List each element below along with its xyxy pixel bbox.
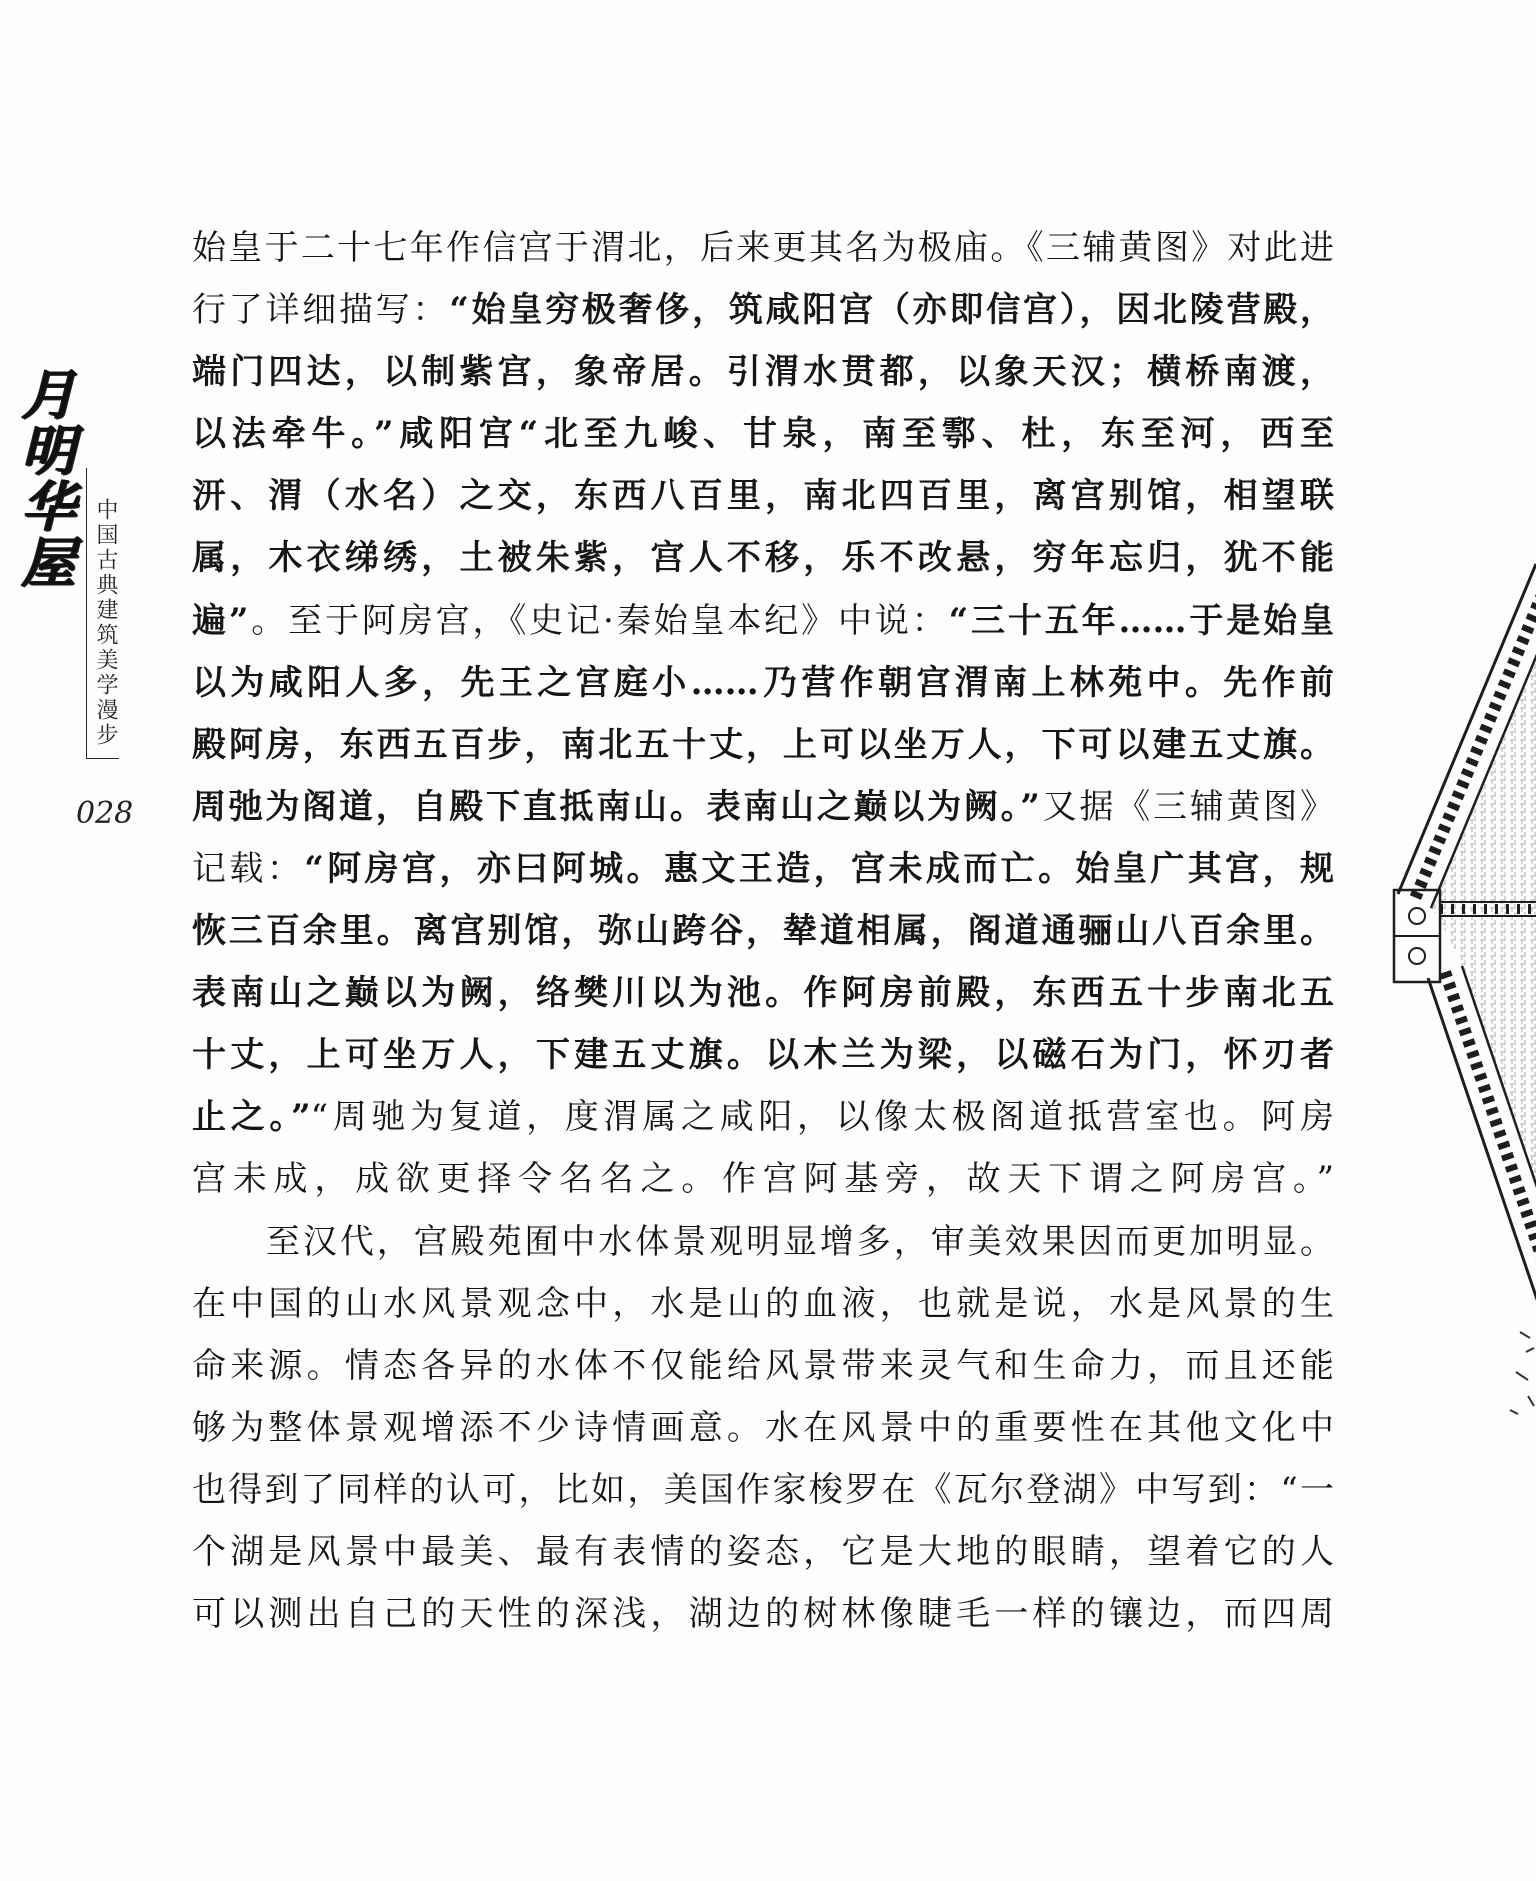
text-line: [192, 1521, 1334, 1583]
series-calligraphy-title: 月明华屋: [13, 366, 77, 590]
quoted-segment: 周弛为阁道，自殿下直抵南山。表南山之巅以为阙。”: [192, 786, 1040, 827]
text-line: [192, 900, 1334, 962]
quoted-segment: 十丈，上可坐万人，下建五丈旗。以木兰为梁，以磁石为门，怀刃者: [192, 1035, 1334, 1076]
text-segment: 始皇于二十七年作信宫于渭北，后来更其名为极庙。《三辅黄图》对此进: [192, 228, 1334, 268]
series-title: 中国古典建筑美学漫步: [93, 498, 118, 748]
paragraph: [192, 1211, 1334, 1646]
text-line: [192, 962, 1334, 1024]
text-line: [192, 1148, 1334, 1210]
text-segment: 宫未成，成欲更择令名名之。作宫阿基旁，故天下谓之阿房宫。”: [192, 1159, 1334, 1200]
body-text: [192, 217, 1334, 1645]
text-line: [192, 652, 1334, 714]
text-segment: 。至于阿房宫，《史记·秦始皇本纪》中说：: [248, 600, 949, 641]
page-number: 028: [76, 796, 134, 831]
text-line: [192, 1024, 1334, 1086]
quoted-segment: 恢三百余里。离宫别馆，弥山跨谷，辇道相属，阁道通骊山八百余里。: [192, 911, 1334, 952]
quoted-segment: 殿阿房，东西五百步，南北五十丈，上可以坐万人，下可以建五丈旗。: [192, 724, 1334, 765]
text-segment: 可以测出自己的天性的深浅，湖边的树林像睫毛一样的镶边，而四周: [192, 1594, 1334, 1635]
text-line: [192, 1273, 1334, 1335]
text-line: [192, 527, 1334, 589]
text-segment: “周驰为复道，度渭属之咸阳，以像太极阁道抵营室也。阿房: [310, 1097, 1334, 1138]
quoted-segment: “始皇穷极奢侈，筑咸阳宫（亦即信宫），因北陵营殿，: [449, 290, 1334, 331]
text-line: [192, 1211, 1334, 1273]
text-line: [192, 776, 1334, 838]
text-segment: 个湖是风景中最美、最有表情的姿态，它是大地的眼睛，望着它的人: [192, 1531, 1334, 1572]
text-line: [192, 217, 1334, 279]
text-segment: 也得到了同样的认可，比如，美国作家梭罗在《瓦尔登湖》中写到：“一: [192, 1469, 1334, 1510]
architecture-illustration: [1370, 560, 1536, 1420]
text-line: [192, 279, 1334, 341]
text-line: [192, 1086, 1334, 1148]
paragraph: [192, 217, 1334, 1211]
text-segment: 在中国的山水风景观念中，水是山的血液，也就是说，水是风景的生: [192, 1283, 1334, 1324]
text-segment: 够为整体景观增添不少诗情画意。水在风景中的重要性在其他文化中: [192, 1407, 1334, 1448]
lower-texture: [1510, 1332, 1534, 1414]
corner-ornament: [1409, 908, 1425, 924]
text-line: [192, 465, 1334, 527]
text-segment: 行了详细描写：: [192, 290, 450, 331]
quoted-segment: 以法牵牛。”咸阳宫“北至九峻、甘泉，南至鄠、杜，东至河，西至: [192, 414, 1334, 455]
corner-ornament: [1409, 948, 1425, 964]
quoted-segment: “阿房宫，亦曰阿城。惠文王造，宫未成而亡。始皇广其宫，规: [304, 848, 1334, 889]
wall-texture: [1431, 657, 1536, 1184]
text-line: [192, 403, 1334, 465]
text-line: [192, 714, 1334, 776]
quoted-segment: 止之。”: [192, 1097, 311, 1138]
text-segment: 至汉代，宫殿苑囿中水体景观明显增多，审美效果因而更加明显。: [266, 1221, 1334, 1262]
text-segment: 又据《三辅黄图》: [1039, 786, 1334, 827]
text-line: [192, 838, 1334, 900]
text-line: [192, 1459, 1334, 1521]
text-line: [192, 1335, 1334, 1397]
text-line: [192, 590, 1334, 652]
series-title-bracket: [86, 468, 119, 759]
quoted-segment: “三十五年……于是始皇: [948, 600, 1334, 641]
text-segment: 命来源。情态各异的水体不仅能给风景带来灵气和生命力，而且还能: [192, 1345, 1334, 1386]
quoted-segment: 表南山之巅以为阙，络樊川以为池。作阿房前殿，东西五十步南北五: [192, 973, 1334, 1014]
quoted-segment: 端门四达，以制紫宫，象帝居。引渭水贯都，以象天汉；横桥南渡，: [192, 352, 1334, 393]
text-line: [192, 341, 1334, 403]
text-segment: 记载：: [192, 848, 305, 889]
quoted-segment: 属，木衣绨绣，土被朱紫，宫人不移，乐不改悬，穷年忘归，犹不能: [192, 538, 1334, 579]
quoted-segment: 汧、渭（水名）之交，东西八百里，南北四百里，离宫别馆，相望联: [192, 476, 1334, 517]
quoted-segment: 遍”: [192, 600, 249, 641]
text-line: [192, 1583, 1334, 1645]
quoted-segment: 以为咸阳人多，先王之宫庭小……乃营作朝宫渭南上林苑中。先作前: [192, 662, 1334, 703]
text-line: [192, 1397, 1334, 1459]
